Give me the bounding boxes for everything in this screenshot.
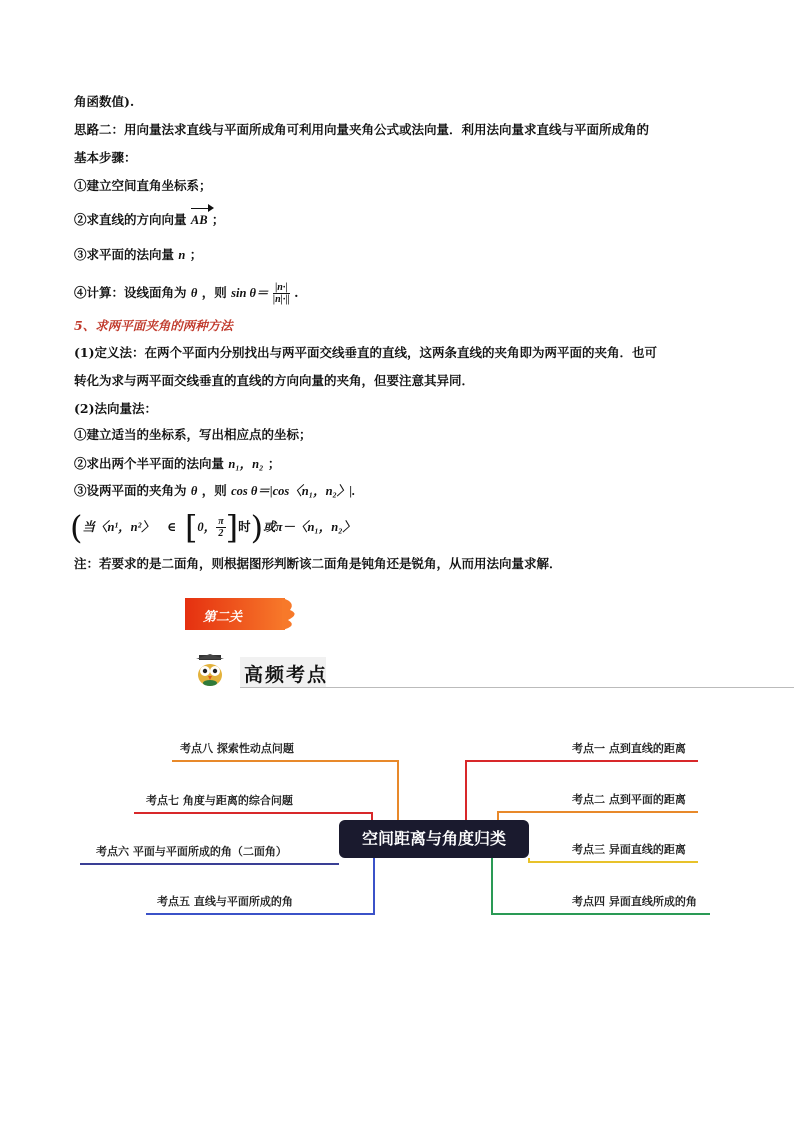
text-fragment: ④计算：设线面角为 <box>74 285 187 300</box>
math-fragment: 0， <box>197 520 217 534</box>
math-theta: θ <box>190 484 198 498</box>
math-sin: sin θ＝ <box>231 286 269 300</box>
text-fragment: ②求出两个半平面的法向量 <box>74 456 225 471</box>
paren-open: ( <box>70 508 83 547</box>
fraction-denominator: 2 <box>218 528 224 539</box>
text-fragment: . <box>294 285 299 300</box>
text-line: (2)法向量法： <box>74 401 158 416</box>
text-line: ①建立适当的坐标系，写出相应点的坐标； <box>74 427 312 442</box>
math-normals: n₁，n₂ <box>228 457 264 471</box>
text-line: 角函数值). <box>74 94 135 109</box>
math-n: n <box>178 248 186 262</box>
mindmap-node-left: 考点八 探索性动点问题 <box>180 742 294 755</box>
mindmap-node-right: 考点一 点到直线的距离 <box>572 742 686 755</box>
mindmap-node-right: 考点二 点到平面的距离 <box>572 793 686 806</box>
text-fragment: ； <box>211 212 225 227</box>
vector-ab: AB <box>190 213 208 227</box>
mindmap-node-right: 考点三 异面直线的距离 <box>572 843 686 856</box>
math-fragment: 或π－〈n₁，n₂〉 <box>263 520 356 534</box>
section-heading: 5、求两平面夹角的两种方法 <box>74 318 233 333</box>
text-line: ①建立空间直角坐标系； <box>74 178 212 193</box>
mindmap-node-left: 考点七 角度与距离的综合问题 <box>146 794 293 807</box>
fraction-numerator: π <box>218 516 224 527</box>
paren-close: ) <box>250 508 264 547</box>
mindmap-node-left: 考点五 直线与平面所成的角 <box>157 895 293 908</box>
text-line: 转化为求与两平面交线垂直的直线的方向向量的夹角，但要注意其异同． <box>74 373 475 388</box>
fraction-numerator: |n·| <box>273 282 290 294</box>
text-fragment: ③求平面的法向量 <box>74 247 175 262</box>
section-title: 高频考点 <box>244 664 329 686</box>
text-line: 基本步骤： <box>74 150 137 165</box>
math-in: ∈ <box>166 519 177 534</box>
fraction-denominator: |n|·|| <box>272 294 290 305</box>
level-banner-label: 第二关 <box>203 610 243 625</box>
mindmap-center-node: 空间距离与角度归类 <box>339 820 529 858</box>
connector-right-3 <box>529 858 698 862</box>
text-line: 注：若要求的是二面角，则根据图形判断该二面角是钝角还是锐角，从而用法向量求解． <box>74 556 562 571</box>
text-fragment: 时 <box>238 519 251 534</box>
text-line: (1)定义法：在两个平面内分别找出与两平面交线垂直的直线，这两条直线的夹角即为两平面的夹角．也可 <box>74 345 658 360</box>
text-fragment: ，则 <box>201 483 227 498</box>
mindmap-node-right: 考点四 异面直线所成的角 <box>572 895 697 908</box>
bracket-open: [ <box>184 508 198 547</box>
text-fragment: ，则 <box>201 285 227 300</box>
math-cos: cos θ＝|cos〈n₁，n₂〉|. <box>231 484 356 498</box>
math-theta: θ <box>190 286 198 300</box>
text-line: 思路二：用向量法求直线与平面所成角可利用向量夹角公式或法向量．利用法向量求直线与平面所成角的 <box>74 122 650 137</box>
mindmap-node-left: 考点六 平面与平面所成的角（二面角） <box>96 845 287 858</box>
connector-left-2 <box>134 813 372 833</box>
math-fragment: 当〈n¹，n²〉 <box>82 520 154 534</box>
text-fragment: ③设两平面的夹角为 <box>74 483 187 498</box>
text-fragment: ； <box>189 247 203 262</box>
bracket-close: ] <box>225 508 239 547</box>
text-fragment: ； <box>267 456 281 471</box>
text-fragment: ②求直线的方向向量 <box>74 212 187 227</box>
